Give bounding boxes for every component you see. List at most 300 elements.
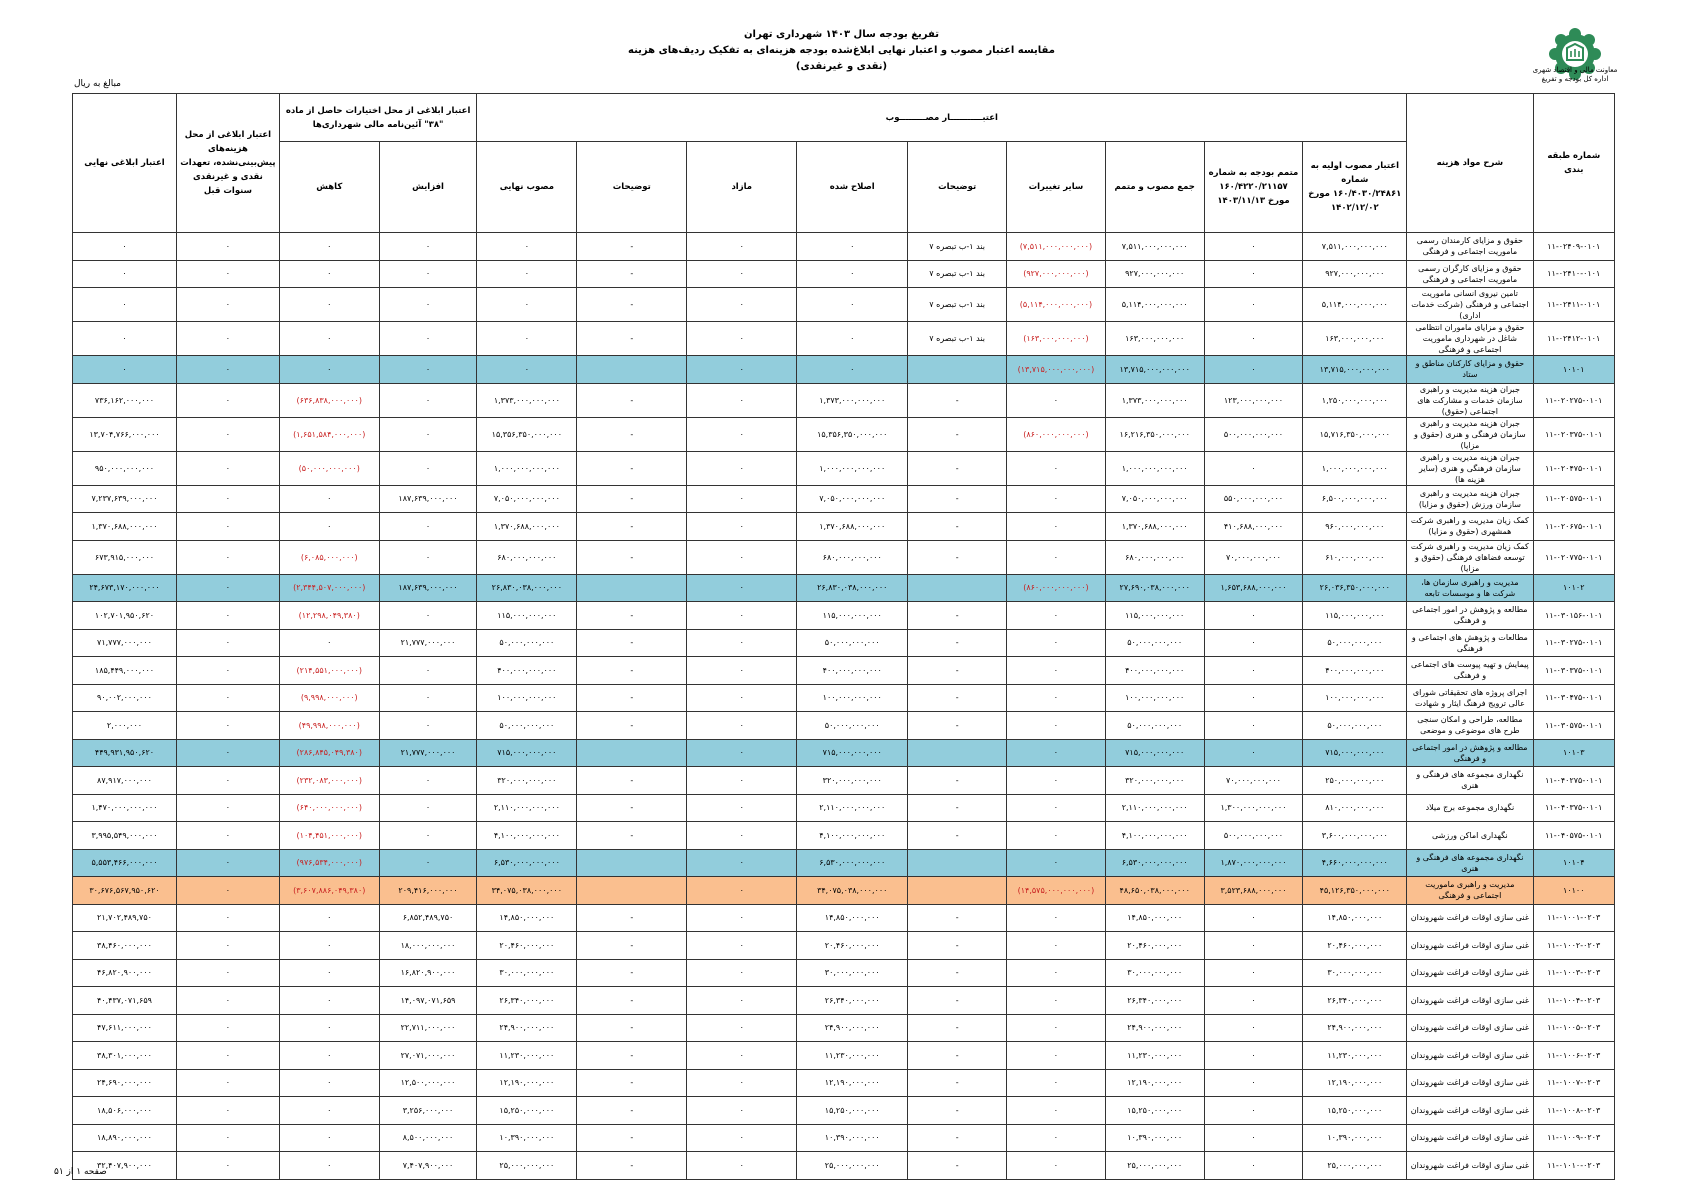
cell-sum: ۱۰,۳۹۰,۰۰۰,۰۰۰ [1105, 1124, 1204, 1152]
cell-unforeseen: ۰ [176, 574, 279, 602]
cell-other: ۰ [1007, 383, 1106, 417]
cell-surplus: ۰ [687, 322, 797, 356]
cell-supplement: ۰ [1204, 1097, 1303, 1125]
cell-supplement: ۰ [1204, 1152, 1303, 1180]
col-increase-header: افزایش [379, 142, 477, 233]
cell-notes2: - [577, 1124, 687, 1152]
cell-final-approved: ۰ [477, 288, 577, 322]
cell-code: ۱۱-۰۴۰۳۷۵-۰۱۰۱ [1533, 794, 1614, 822]
cell-code: ۱۱-۰۲۴۱۱-۰۱۰۱ [1533, 288, 1614, 322]
cell-other: ۰ [1007, 959, 1106, 987]
cell-unforeseen: ۰ [176, 1014, 279, 1042]
cell-revised: ۱۱,۲۳۰,۰۰۰,۰۰۰ [797, 1042, 908, 1070]
cell-decrease: ۰ [279, 904, 379, 932]
cell-initial: ۲۴,۹۰۰,۰۰۰,۰۰۰ [1303, 1014, 1407, 1042]
cell-desc: غنی سازی اوقات فراغت شهروندان [1407, 904, 1533, 932]
cell-sum: ۱۱,۲۳۰,۰۰۰,۰۰۰ [1105, 1042, 1204, 1070]
cell-other: ۰ [1007, 513, 1106, 541]
cell-code: ۱۱-۰۱۰۰۵-۰۲۰۳ [1533, 1014, 1614, 1042]
cell-notes1: بند ۱-ب تبصره ۷ [908, 233, 1007, 261]
cell-supplement: ۳,۵۲۳,۶۸۸,۰۰۰,۰۰۰ [1204, 877, 1303, 905]
cell-other: (۵,۱۱۴,۰۰۰,۰۰۰,۰۰۰) [1007, 288, 1106, 322]
cell-final: ۱۰۲,۷۰۱,۹۵۰,۶۲۰ [73, 602, 177, 630]
cell-final-approved: ۲۰,۴۶۰,۰۰۰,۰۰۰ [477, 932, 577, 960]
cell-sum: ۲,۱۱۰,۰۰۰,۰۰۰,۰۰۰ [1105, 794, 1204, 822]
table-row [73, 1042, 1615, 1070]
cell-initial: ۱,۰۰۰,۰۰۰,۰۰۰,۰۰۰ [1303, 451, 1407, 485]
cell-revised: ۱۴,۸۵۰,۰۰۰,۰۰۰ [797, 904, 908, 932]
cell-notes2: - [577, 1042, 687, 1070]
cell-sum: ۱۵,۲۵۰,۰۰۰,۰۰۰ [1105, 1097, 1204, 1125]
cell-notes1: - [908, 602, 1007, 630]
cell-surplus: ۰ [687, 1097, 797, 1125]
cell-code: ۱۱-۰۴۰۲۷۵-۰۱۰۱ [1533, 767, 1614, 795]
cell-notes1: - [908, 1042, 1007, 1070]
cell-notes1: - [908, 822, 1007, 850]
cell-notes2: - [577, 1097, 687, 1125]
cell-code: ۱۱-۰۱۰۰۸-۰۲۰۳ [1533, 1097, 1614, 1125]
cell-sum: ۹۲۷,۰۰۰,۰۰۰,۰۰۰ [1105, 260, 1204, 288]
cell-unforeseen: ۰ [176, 767, 279, 795]
table-row [73, 932, 1615, 960]
cell-unforeseen: ۰ [176, 849, 279, 877]
cell-desc: نگهداری اماکن ورزشی [1407, 822, 1533, 850]
col-supplement-header: متمم بودجه به شماره ۱۶۰/۴۲۲۰/۲۱۱۵۷ مورخ ۱۴۰۳/۱۱/۱۳ [1204, 142, 1303, 233]
cell-increase: ۶,۸۵۲,۴۸۹,۷۵۰ [379, 904, 477, 932]
cell-final: ۸۷,۹۱۷,۰۰۰,۰۰۰ [73, 767, 177, 795]
cell-sum: ۱۶۳,۰۰۰,۰۰۰,۰۰۰ [1105, 322, 1204, 356]
cell-final-approved: ۱۵,۲۵۰,۰۰۰,۰۰۰ [477, 1097, 577, 1125]
cell-increase: ۲۱,۷۷۷,۰۰۰,۰۰۰ [379, 739, 477, 767]
cell-final: ۱۳,۷۰۴,۷۶۶,۰۰۰,۰۰۰ [73, 417, 177, 451]
cell-notes2: - [577, 959, 687, 987]
cell-revised: ۲,۱۱۰,۰۰۰,۰۰۰,۰۰۰ [797, 794, 908, 822]
cell-other: (۱۳,۷۱۵,۰۰۰,۰۰۰,۰۰۰) [1007, 356, 1106, 384]
cell-increase: ۰ [379, 513, 477, 541]
cell-desc: جبران هزینه مدیریت و راهبری سازمان فرهنگی و هنری (سایر هزینه ها) [1407, 451, 1533, 485]
cell-increase: ۰ [379, 288, 477, 322]
cell-desc: جبران هزینه مدیریت و راهبری سازمان خدمات و مشارکت های اجتماعی (حقوق) [1407, 383, 1533, 417]
cell-final-approved: ۰ [477, 233, 577, 261]
cell-revised: ۵۰,۰۰۰,۰۰۰,۰۰۰ [797, 712, 908, 740]
cell-surplus: ۰ [687, 233, 797, 261]
cell-revised: ۷۱۵,۰۰۰,۰۰۰,۰۰۰ [797, 739, 908, 767]
cell-notes2: - [577, 322, 687, 356]
cell-final: ۴۶,۸۲۰,۹۰۰,۰۰۰ [73, 959, 177, 987]
cell-decrease: ۰ [279, 1124, 379, 1152]
cell-revised: ۱۰۰,۰۰۰,۰۰۰,۰۰۰ [797, 684, 908, 712]
cell-other: ۰ [1007, 987, 1106, 1015]
cell-notes2: - [577, 513, 687, 541]
cell-increase: ۰ [379, 767, 477, 795]
cell-desc: تامین نیروی انسانی ماموریت اجتماعی و فرهنگی (شرکت خدمات اداری) [1407, 288, 1533, 322]
cell-final: ۲۱,۷۰۲,۴۸۹,۷۵۰ [73, 904, 177, 932]
cell-surplus: ۰ [687, 877, 797, 905]
cell-final-approved: ۰ [477, 322, 577, 356]
table-row [73, 260, 1615, 288]
cell-increase: ۰ [379, 383, 477, 417]
cell-supplement: ۰ [1204, 1124, 1303, 1152]
cell-sum: ۴,۱۰۰,۰۰۰,۰۰۰,۰۰۰ [1105, 822, 1204, 850]
cell-other: (۸۶۰,۰۰۰,۰۰۰,۰۰۰) [1007, 574, 1106, 602]
cell-other: ۰ [1007, 540, 1106, 574]
cell-notes1: - [908, 1124, 1007, 1152]
cell-surplus: ۰ [687, 932, 797, 960]
logo-caption [1525, 66, 1625, 84]
cell-final: ۰ [73, 233, 177, 261]
cell-decrease: (۶,۰۸۵,۰۰۰,۰۰۰) [279, 540, 379, 574]
cell-final-approved: ۶,۵۳۰,۰۰۰,۰۰۰,۰۰۰ [477, 849, 577, 877]
table-row [73, 1097, 1615, 1125]
cell-unforeseen: ۰ [176, 959, 279, 987]
cell-code: ۱۰۱۰۴ [1533, 849, 1614, 877]
cell-other: ۰ [1007, 822, 1106, 850]
cell-notes1: - [908, 959, 1007, 987]
cell-notes2: - [577, 794, 687, 822]
cell-surplus: ۰ [687, 260, 797, 288]
cell-supplement: ۰ [1204, 451, 1303, 485]
cell-revised: ۱۱۵,۰۰۰,۰۰۰,۰۰۰ [797, 602, 908, 630]
cell-surplus: ۰ [687, 383, 797, 417]
cell-notes2: - [577, 540, 687, 574]
cell-surplus: ۰ [687, 356, 797, 384]
cell-surplus: ۰ [687, 767, 797, 795]
cell-final: ۱۸۵,۴۴۹,۰۰۰,۰۰۰ [73, 657, 177, 685]
cell-final-approved: ۷,۰۵۰,۰۰۰,۰۰۰,۰۰۰ [477, 485, 577, 513]
currency-unit: مبالغ به ریال [74, 79, 121, 89]
cell-supplement: ۴۱۰,۶۸۸,۰۰۰,۰۰۰ [1204, 513, 1303, 541]
table-row [73, 451, 1615, 485]
table-row [73, 485, 1615, 513]
cell-unforeseen: ۰ [176, 1097, 279, 1125]
cell-surplus: ۰ [687, 822, 797, 850]
cell-initial: ۲۶,۳۴۰,۰۰۰,۰۰۰ [1303, 987, 1407, 1015]
cell-initial: ۱۰,۳۹۰,۰۰۰,۰۰۰ [1303, 1124, 1407, 1152]
cell-notes2: - [577, 485, 687, 513]
cell-code: ۱۱-۰۴۰۵۷۵-۰۱۰۱ [1533, 822, 1614, 850]
cell-unforeseen: ۰ [176, 233, 279, 261]
cell-supplement: ۰ [1204, 932, 1303, 960]
cell-increase: ۰ [379, 260, 477, 288]
cell-final-approved: ۱,۳۷۳,۰۰۰,۰۰۰,۰۰۰ [477, 383, 577, 417]
cell-initial: ۶,۵۰۰,۰۰۰,۰۰۰,۰۰۰ [1303, 485, 1407, 513]
cell-unforeseen: ۰ [176, 987, 279, 1015]
cell-unforeseen: ۰ [176, 540, 279, 574]
cell-decrease: ۰ [279, 1069, 379, 1097]
cell-desc: مطالعات و پژوهش های اجتماعی و فرهنگی [1407, 629, 1533, 657]
cell-final-approved: ۲,۱۱۰,۰۰۰,۰۰۰,۰۰۰ [477, 794, 577, 822]
table-row [73, 712, 1615, 740]
cell-desc: جبران هزینه مدیریت و راهبری سازمان فرهنگی و هنری (حقوق و مزایا) [1407, 417, 1533, 451]
cell-notes1 [908, 739, 1007, 767]
cell-revised: ۱,۰۰۰,۰۰۰,۰۰۰,۰۰۰ [797, 451, 908, 485]
cell-revised: ۴۰۰,۰۰۰,۰۰۰,۰۰۰ [797, 657, 908, 685]
cell-sum: ۲۷,۶۹۰,۰۳۸,۰۰۰,۰۰۰ [1105, 574, 1204, 602]
cell-notes1: - [908, 657, 1007, 685]
cell-initial: ۳۰,۰۰۰,۰۰۰,۰۰۰ [1303, 959, 1407, 987]
cell-sum: ۵۰,۰۰۰,۰۰۰,۰۰۰ [1105, 712, 1204, 740]
cell-desc: نگهداری مجموعه های فرهنگی و هنری [1407, 767, 1533, 795]
cell-other: ۰ [1007, 602, 1106, 630]
cell-surplus: ۰ [687, 739, 797, 767]
col-decrease-header: کاهش [279, 142, 379, 233]
cell-unforeseen: ۰ [176, 739, 279, 767]
cell-desc: مطالعه، طراحی و امکان سنجی طرح های موضوعی و موضعی [1407, 712, 1533, 740]
cell-sum: ۲۴,۹۰۰,۰۰۰,۰۰۰ [1105, 1014, 1204, 1042]
cell-notes1: - [908, 540, 1007, 574]
cell-decrease: ۰ [279, 485, 379, 513]
cell-increase: ۰ [379, 822, 477, 850]
cell-code: ۱۱-۰۳۰۴۷۵-۰۱۰۱ [1533, 684, 1614, 712]
cell-sum: ۳۰,۰۰۰,۰۰۰,۰۰۰ [1105, 959, 1204, 987]
cell-desc: غنی سازی اوقات فراغت شهروندان [1407, 1097, 1533, 1125]
cell-unforeseen: ۰ [176, 1152, 279, 1180]
cell-notes2: - [577, 629, 687, 657]
cell-notes1: - [908, 794, 1007, 822]
cell-final-approved: ۰ [477, 260, 577, 288]
cell-increase: ۰ [379, 602, 477, 630]
cell-code: ۱۱-۰۲۴۱۲-۰۱۰۱ [1533, 322, 1614, 356]
cell-notes1: - [908, 513, 1007, 541]
cell-sum: ۲۵,۰۰۰,۰۰۰,۰۰۰ [1105, 1152, 1204, 1180]
cell-notes2 [577, 877, 687, 905]
cell-decrease: ۰ [279, 513, 379, 541]
cell-desc: مطالعه و پژوهش در امور اجتماعی و فرهنگی [1407, 739, 1533, 767]
cell-increase: ۰ [379, 233, 477, 261]
col-notes2-header: توضیحات [577, 142, 687, 233]
cell-final: ۵,۵۵۳,۴۶۶,۰۰۰,۰۰۰ [73, 849, 177, 877]
cell-revised: ۲۶,۳۴۰,۰۰۰,۰۰۰ [797, 987, 908, 1015]
cell-final: ۱,۴۷۰,۰۰۰,۰۰۰,۰۰۰ [73, 794, 177, 822]
cell-unforeseen: ۰ [176, 417, 279, 451]
cell-initial: ۵,۱۱۴,۰۰۰,۰۰۰,۰۰۰ [1303, 288, 1407, 322]
cell-other: (۹۲۷,۰۰۰,۰۰۰,۰۰۰) [1007, 260, 1106, 288]
cell-decrease: (۳,۶۰۷,۸۸۶,۰۴۹,۳۸۰) [279, 877, 379, 905]
cell-revised: ۱۲,۱۹۰,۰۰۰,۰۰۰ [797, 1069, 908, 1097]
cell-supplement: ۱,۳۰۰,۰۰۰,۰۰۰,۰۰۰ [1204, 794, 1303, 822]
cell-notes1: - [908, 767, 1007, 795]
cell-other: ۰ [1007, 1042, 1106, 1070]
cell-other: ۰ [1007, 1014, 1106, 1042]
cell-increase: ۱۸۷,۶۳۹,۰۰۰,۰۰۰ [379, 485, 477, 513]
col-surplus-header: مازاد [687, 142, 797, 233]
cell-notes1: - [908, 684, 1007, 712]
cell-unforeseen: ۰ [176, 288, 279, 322]
cell-desc: غنی سازی اوقات فراغت شهروندان [1407, 987, 1533, 1015]
cell-decrease: (۴۹,۹۹۸,۰۰۰,۰۰۰) [279, 712, 379, 740]
table-body [73, 233, 1615, 1180]
cell-unforeseen: ۰ [176, 684, 279, 712]
cell-supplement: ۵۵۰,۰۰۰,۰۰۰,۰۰۰ [1204, 485, 1303, 513]
cell-desc: غنی سازی اوقات فراغت شهروندان [1407, 1014, 1533, 1042]
cell-initial: ۵۰,۰۰۰,۰۰۰,۰۰۰ [1303, 712, 1407, 740]
cell-final-approved: ۱۲,۱۹۰,۰۰۰,۰۰۰ [477, 1069, 577, 1097]
cell-sum: ۱۴,۸۵۰,۰۰۰,۰۰۰ [1105, 904, 1204, 932]
cell-revised: ۰ [797, 356, 908, 384]
cell-supplement: ۰ [1204, 260, 1303, 288]
cell-code: ۱۱-۰۲۴۰۹-۰۱۰۱ [1533, 233, 1614, 261]
cell-final-approved: ۲۶,۳۴۰,۰۰۰,۰۰۰ [477, 987, 577, 1015]
cell-notes2: - [577, 1152, 687, 1180]
cell-supplement: ۰ [1204, 322, 1303, 356]
cell-final: ۱۸,۸۹۰,۰۰۰,۰۰۰ [73, 1124, 177, 1152]
table-row [73, 288, 1615, 322]
cell-decrease: ۰ [279, 260, 379, 288]
cell-decrease: ۰ [279, 233, 379, 261]
cell-notes2: - [577, 712, 687, 740]
cell-decrease: (۲۳۲,۰۸۳,۰۰۰,۰۰۰) [279, 767, 379, 795]
cell-code: ۱۰۱۰۳ [1533, 739, 1614, 767]
cell-decrease: (۹۷۶,۵۳۴,۰۰۰,۰۰۰) [279, 849, 379, 877]
cell-increase: ۱۸۷,۶۳۹,۰۰۰,۰۰۰ [379, 574, 477, 602]
cell-notes1: - [908, 629, 1007, 657]
cell-revised: ۱,۳۷۰,۶۸۸,۰۰۰,۰۰۰ [797, 513, 908, 541]
col-desc-header: شرح مواد هزینه [1407, 94, 1533, 233]
cell-final-approved: ۰ [477, 356, 577, 384]
table-row [73, 417, 1615, 451]
report-subtitle: مقایسه اعتبار مصوب و اعتبار نهایی ابلاغ‌شده بودجه هزینه‌ای به تفکیک ردیف‌های هزینه [628, 45, 1055, 56]
cell-increase: ۰ [379, 657, 477, 685]
cell-other: ۰ [1007, 739, 1106, 767]
cell-increase: ۱۶,۸۲۰,۹۰۰,۰۰۰ [379, 959, 477, 987]
cell-initial: ۷,۵۱۱,۰۰۰,۰۰۰,۰۰۰ [1303, 233, 1407, 261]
table-row [73, 356, 1615, 384]
cell-increase: ۷,۴۰۷,۹۰۰,۰۰۰ [379, 1152, 477, 1180]
table-row [73, 574, 1615, 602]
cell-final-approved: ۵۰,۰۰۰,۰۰۰,۰۰۰ [477, 629, 577, 657]
cell-revised: ۴,۱۰۰,۰۰۰,۰۰۰,۰۰۰ [797, 822, 908, 850]
cell-increase: ۱۸,۰۰۰,۰۰۰,۰۰۰ [379, 932, 477, 960]
cell-surplus: ۰ [687, 288, 797, 322]
cell-surplus: ۰ [687, 417, 797, 451]
logo-caption-line1: معاونت مالی و اقتصاد شهری [1532, 66, 1618, 74]
cell-notes1 [908, 849, 1007, 877]
cell-decrease: ۰ [279, 288, 379, 322]
cell-notes2: - [577, 904, 687, 932]
cell-supplement: ۰ [1204, 1042, 1303, 1070]
table-row [73, 739, 1615, 767]
cell-final: ۳,۹۹۵,۵۴۹,۰۰۰,۰۰۰ [73, 822, 177, 850]
cell-initial: ۱۱,۲۳۰,۰۰۰,۰۰۰ [1303, 1042, 1407, 1070]
cell-other: ۰ [1007, 451, 1106, 485]
cell-notes2 [577, 356, 687, 384]
cell-initial: ۱۳,۷۱۵,۰۰۰,۰۰۰,۰۰۰ [1303, 356, 1407, 384]
cell-final-approved: ۵۰,۰۰۰,۰۰۰,۰۰۰ [477, 712, 577, 740]
cell-surplus: ۰ [687, 657, 797, 685]
cell-code: ۱۱-۰۲۰۷۷۵-۰۱۰۱ [1533, 540, 1614, 574]
cell-decrease: ۰ [279, 1014, 379, 1042]
cell-decrease: (۶۳۶,۸۳۸,۰۰۰,۰۰۰) [279, 383, 379, 417]
cell-unforeseen: ۰ [176, 383, 279, 417]
cell-revised: ۳۰,۰۰۰,۰۰۰,۰۰۰ [797, 959, 908, 987]
cell-increase: ۰ [379, 417, 477, 451]
cell-increase: ۸,۵۰۰,۰۰۰,۰۰۰ [379, 1124, 477, 1152]
cell-supplement: ۰ [1204, 356, 1303, 384]
cell-code: ۱۱-۰۱۰۰۶-۰۲۰۳ [1533, 1042, 1614, 1070]
cell-other: ۰ [1007, 1069, 1106, 1097]
cell-surplus: ۰ [687, 451, 797, 485]
col-code-header: شماره طبقه بندی [1533, 94, 1614, 233]
cell-other: ۰ [1007, 657, 1106, 685]
cell-notes1: - [908, 1069, 1007, 1097]
cell-revised: ۳۴,۰۷۵,۰۳۸,۰۰۰,۰۰۰ [797, 877, 908, 905]
cell-notes2: - [577, 1014, 687, 1042]
cell-sum: ۴۰۰,۰۰۰,۰۰۰,۰۰۰ [1105, 657, 1204, 685]
cell-decrease: (۲۸۶,۸۴۵,۰۴۹,۳۸۰) [279, 739, 379, 767]
cell-sum: ۳۲۰,۰۰۰,۰۰۰,۰۰۰ [1105, 767, 1204, 795]
col-final-header: اعتبار ابلاغی نهایی [73, 94, 177, 233]
cell-notes1: - [908, 932, 1007, 960]
cell-initial: ۴۰۰,۰۰۰,۰۰۰,۰۰۰ [1303, 657, 1407, 685]
cell-unforeseen: ۰ [176, 822, 279, 850]
col-sum-header: جمع مصوب و متمم [1105, 142, 1204, 233]
cell-notes1: بند ۱-ب تبصره ۷ [908, 322, 1007, 356]
cell-final-approved: ۲۴,۹۰۰,۰۰۰,۰۰۰ [477, 1014, 577, 1042]
cell-sum: ۱,۳۷۰,۶۸۸,۰۰۰,۰۰۰ [1105, 513, 1204, 541]
cell-initial: ۴۵,۱۲۶,۳۵۰,۰۰۰,۰۰۰ [1303, 877, 1407, 905]
table-row [73, 322, 1615, 356]
cell-final: ۴۷,۶۱۱,۰۰۰,۰۰۰ [73, 1014, 177, 1042]
cell-other: (۱۴,۵۷۵,۰۰۰,۰۰۰,۰۰۰) [1007, 877, 1106, 905]
cell-supplement: ۰ [1204, 1014, 1303, 1042]
cell-decrease: ۰ [279, 959, 379, 987]
cell-revised: ۱۵,۳۵۶,۳۵۰,۰۰۰,۰۰۰ [797, 417, 908, 451]
cell-surplus: ۰ [687, 904, 797, 932]
cell-code: ۱۰۱۰۲ [1533, 574, 1614, 602]
cell-revised: ۲۵,۰۰۰,۰۰۰,۰۰۰ [797, 1152, 908, 1180]
cell-revised: ۶۸۰,۰۰۰,۰۰۰,۰۰۰ [797, 540, 908, 574]
cell-notes2: - [577, 822, 687, 850]
cell-desc: نگهداری مجموعه برج میلاد [1407, 794, 1533, 822]
cell-surplus: ۰ [687, 712, 797, 740]
cell-code: ۱۱-۰۱۰۰۴-۰۲۰۳ [1533, 987, 1614, 1015]
table-row [73, 1124, 1615, 1152]
cell-other: ۰ [1007, 485, 1106, 513]
cell-sum: ۱۳,۷۱۵,۰۰۰,۰۰۰,۰۰۰ [1105, 356, 1204, 384]
cell-final: ۱۸,۵۰۶,۰۰۰,۰۰۰ [73, 1097, 177, 1125]
cell-final: ۳۰,۶۷۶,۵۶۷,۹۵۰,۶۲۰ [73, 877, 177, 905]
cell-final: ۹۵۰,۰۰۰,۰۰۰,۰۰۰ [73, 451, 177, 485]
cell-other: (۱۶۳,۰۰۰,۰۰۰,۰۰۰) [1007, 322, 1106, 356]
cell-increase: ۰ [379, 684, 477, 712]
cell-final-approved: ۳۰,۰۰۰,۰۰۰,۰۰۰ [477, 959, 577, 987]
cell-other: ۰ [1007, 1152, 1106, 1180]
cell-desc: غنی سازی اوقات فراغت شهروندان [1407, 1152, 1533, 1180]
cell-initial: ۱۴,۸۵۰,۰۰۰,۰۰۰ [1303, 904, 1407, 932]
cell-notes2: - [577, 932, 687, 960]
cell-final-approved: ۱,۳۷۰,۶۸۸,۰۰۰,۰۰۰ [477, 513, 577, 541]
cell-notes1: - [908, 904, 1007, 932]
cell-notes1: بند ۱-ب تبصره ۷ [908, 288, 1007, 322]
cell-initial: ۱۱۵,۰۰۰,۰۰۰,۰۰۰ [1303, 602, 1407, 630]
cell-decrease: ۰ [279, 1042, 379, 1070]
cell-code: ۱۱-۰۲۰۳۷۵-۰۱۰۱ [1533, 417, 1614, 451]
cell-supplement: ۰ [1204, 602, 1303, 630]
cell-notes1: - [908, 451, 1007, 485]
cell-supplement: ۵۰۰,۰۰۰,۰۰۰,۰۰۰ [1204, 417, 1303, 451]
cell-notes2: - [577, 260, 687, 288]
cell-desc: کمک زیان مدیریت و راهبری شرکت همشهری (حقوق و مزایا) [1407, 513, 1533, 541]
cell-final: ۲۴,۶۹۰,۰۰۰,۰۰۰ [73, 1069, 177, 1097]
col-unforeseen-header: اعتبار ابلاغی از محل هزینه‌های پیش‌بینی‌نشده، تعهدات نقدی و غیرنقدی سنوات قبل [176, 94, 279, 233]
cell-revised: ۰ [797, 260, 908, 288]
cell-increase: ۰ [379, 794, 477, 822]
cell-other: ۰ [1007, 712, 1106, 740]
cell-decrease: (۹,۹۹۸,۰۰۰,۰۰۰) [279, 684, 379, 712]
cell-increase: ۲۷,۰۷۱,۰۰۰,۰۰۰ [379, 1042, 477, 1070]
cell-decrease: ۰ [279, 629, 379, 657]
cell-notes2: - [577, 987, 687, 1015]
